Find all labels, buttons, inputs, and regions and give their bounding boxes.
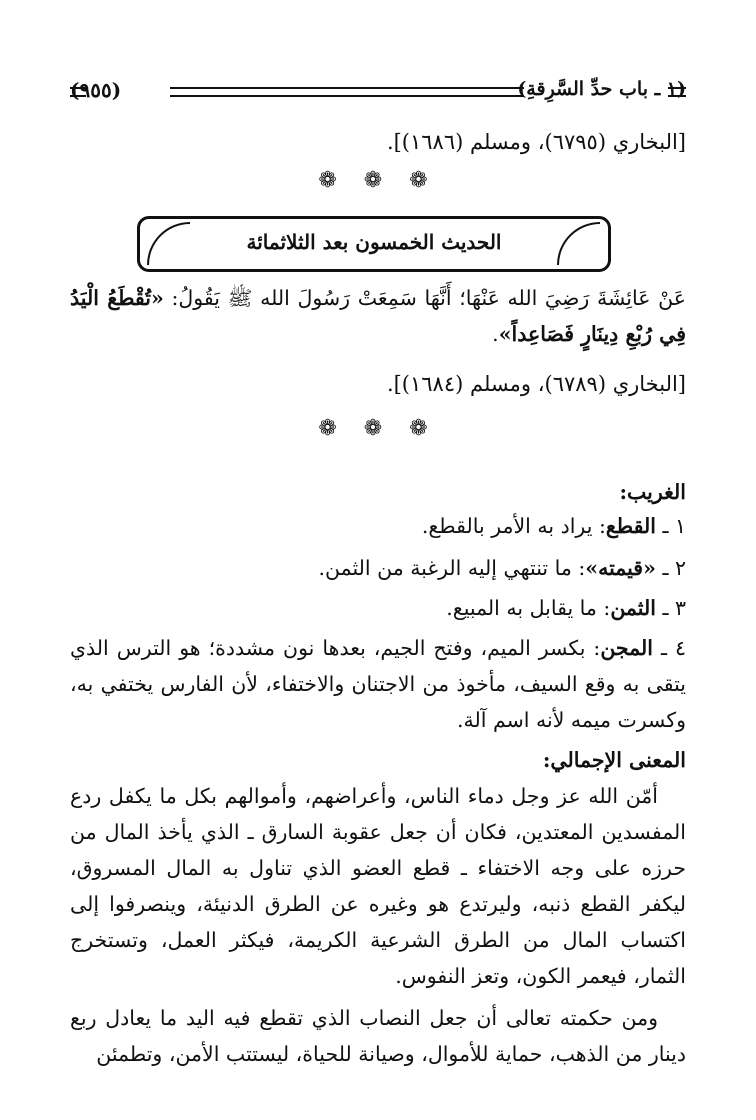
item-number: ٤ ـ (660, 636, 686, 660)
item-definition: : ما يقابل به المبيع. (446, 596, 611, 620)
running-header (70, 78, 686, 108)
gharib-item (70, 630, 686, 738)
hadith-quote: «تُقْطَعُ الْيَدُ فِي رُبْعِ دِينَارٍ فَصَاعِداً» (70, 286, 686, 346)
header-rule-left (70, 87, 86, 97)
hadith-title-box (137, 216, 611, 272)
hadith-reference: [البخاري (٦٧٨٩)، ومسلم (١٦٨٤)]. (386, 372, 686, 396)
item-number: ٢ ـ (662, 556, 686, 580)
item-number: ١ ـ (662, 514, 686, 538)
hadith-end: . (492, 322, 499, 346)
item-definition: : ما تنتهي إليه الرغبة من الثمن. (318, 556, 586, 580)
gharib-heading: الغريب: (619, 480, 686, 504)
header-rule-right (668, 87, 686, 97)
item-definition: : بكسر الميم، وفتح الجيم، بعدها نون مشددة؛ هو الترس الذي يتقى به وقع السيف، مأخوذ من الاجتنان والاختفاء، لأن الفارس يختفي به، وكسرت ميمه لأنه اسم آلة. (70, 636, 686, 732)
item-term: القطع (605, 514, 656, 538)
meaning-paragraph-2: ومن حكمته تعالى أن جعل النصاب الذي تقطع فيه اليد ما يعادل ربع دينار من الذهب، حماية للأموال، وصيانة للحياة، ليستتب الأمن، وتطمئن (70, 1006, 686, 1066)
header-rule-middle (170, 87, 524, 97)
hadith-title: الحديث الخمسون بعد الثلاثمائة (246, 230, 502, 254)
separator-stars-2: ❁ ❁ ❁ (318, 416, 438, 441)
item-term: «قيمته» (585, 556, 656, 580)
gharib-item (70, 550, 686, 586)
item-definition: : يراد به الأمر بالقطع. (421, 514, 606, 538)
separator-stars: ❁ ❁ ❁ (318, 168, 438, 193)
hadith-text (70, 280, 686, 352)
hadith-intro: عَنْ عَائِشَةَ رَضِيَ الله عَنْهَا؛ أَنَّهَا سَمِعَتْ رَسُولَ الله ﷺ يَقُولُ: (171, 286, 686, 310)
meaning-paragraph-1: أمّن الله عز وجل دماء الناس، وأعراضهم، وأموالهم بكل ما يكفل ردع المفسدين المعتدين، فكان أن جعل عقوبة السارق ـ الذي يأخذ المال من حرزه على وجه الاختفاء ـ قطع العضو الذي تناول به المال المسروق، ليكفر القطع ذنبه، وليرتدع هو وغيره عن الطرق الدنيئة، وينصرفوا إلى اكتساب المال من الطرق الشرعية الكريمة، فيكثر العمل، وتستخرج الثمار، فيعمر الكون، وتعز النفوس. (70, 784, 686, 988)
item-term: الثمن (610, 596, 656, 620)
chapter-title: (١ ـ باب حدِّ السَّرِقةِ) (517, 78, 686, 100)
item-term: المجن (600, 636, 653, 660)
page-number: (٩٥٥) (70, 78, 122, 102)
previous-hadith-reference: [البخاري (٦٧٩٥)، ومسلم (١٦٨٦)]. (386, 130, 686, 154)
gharib-item (70, 590, 686, 626)
gharib-item (70, 508, 686, 544)
item-number: ٣ ـ (662, 596, 686, 620)
meaning-heading: المعنى الإجمالي: (542, 748, 686, 772)
